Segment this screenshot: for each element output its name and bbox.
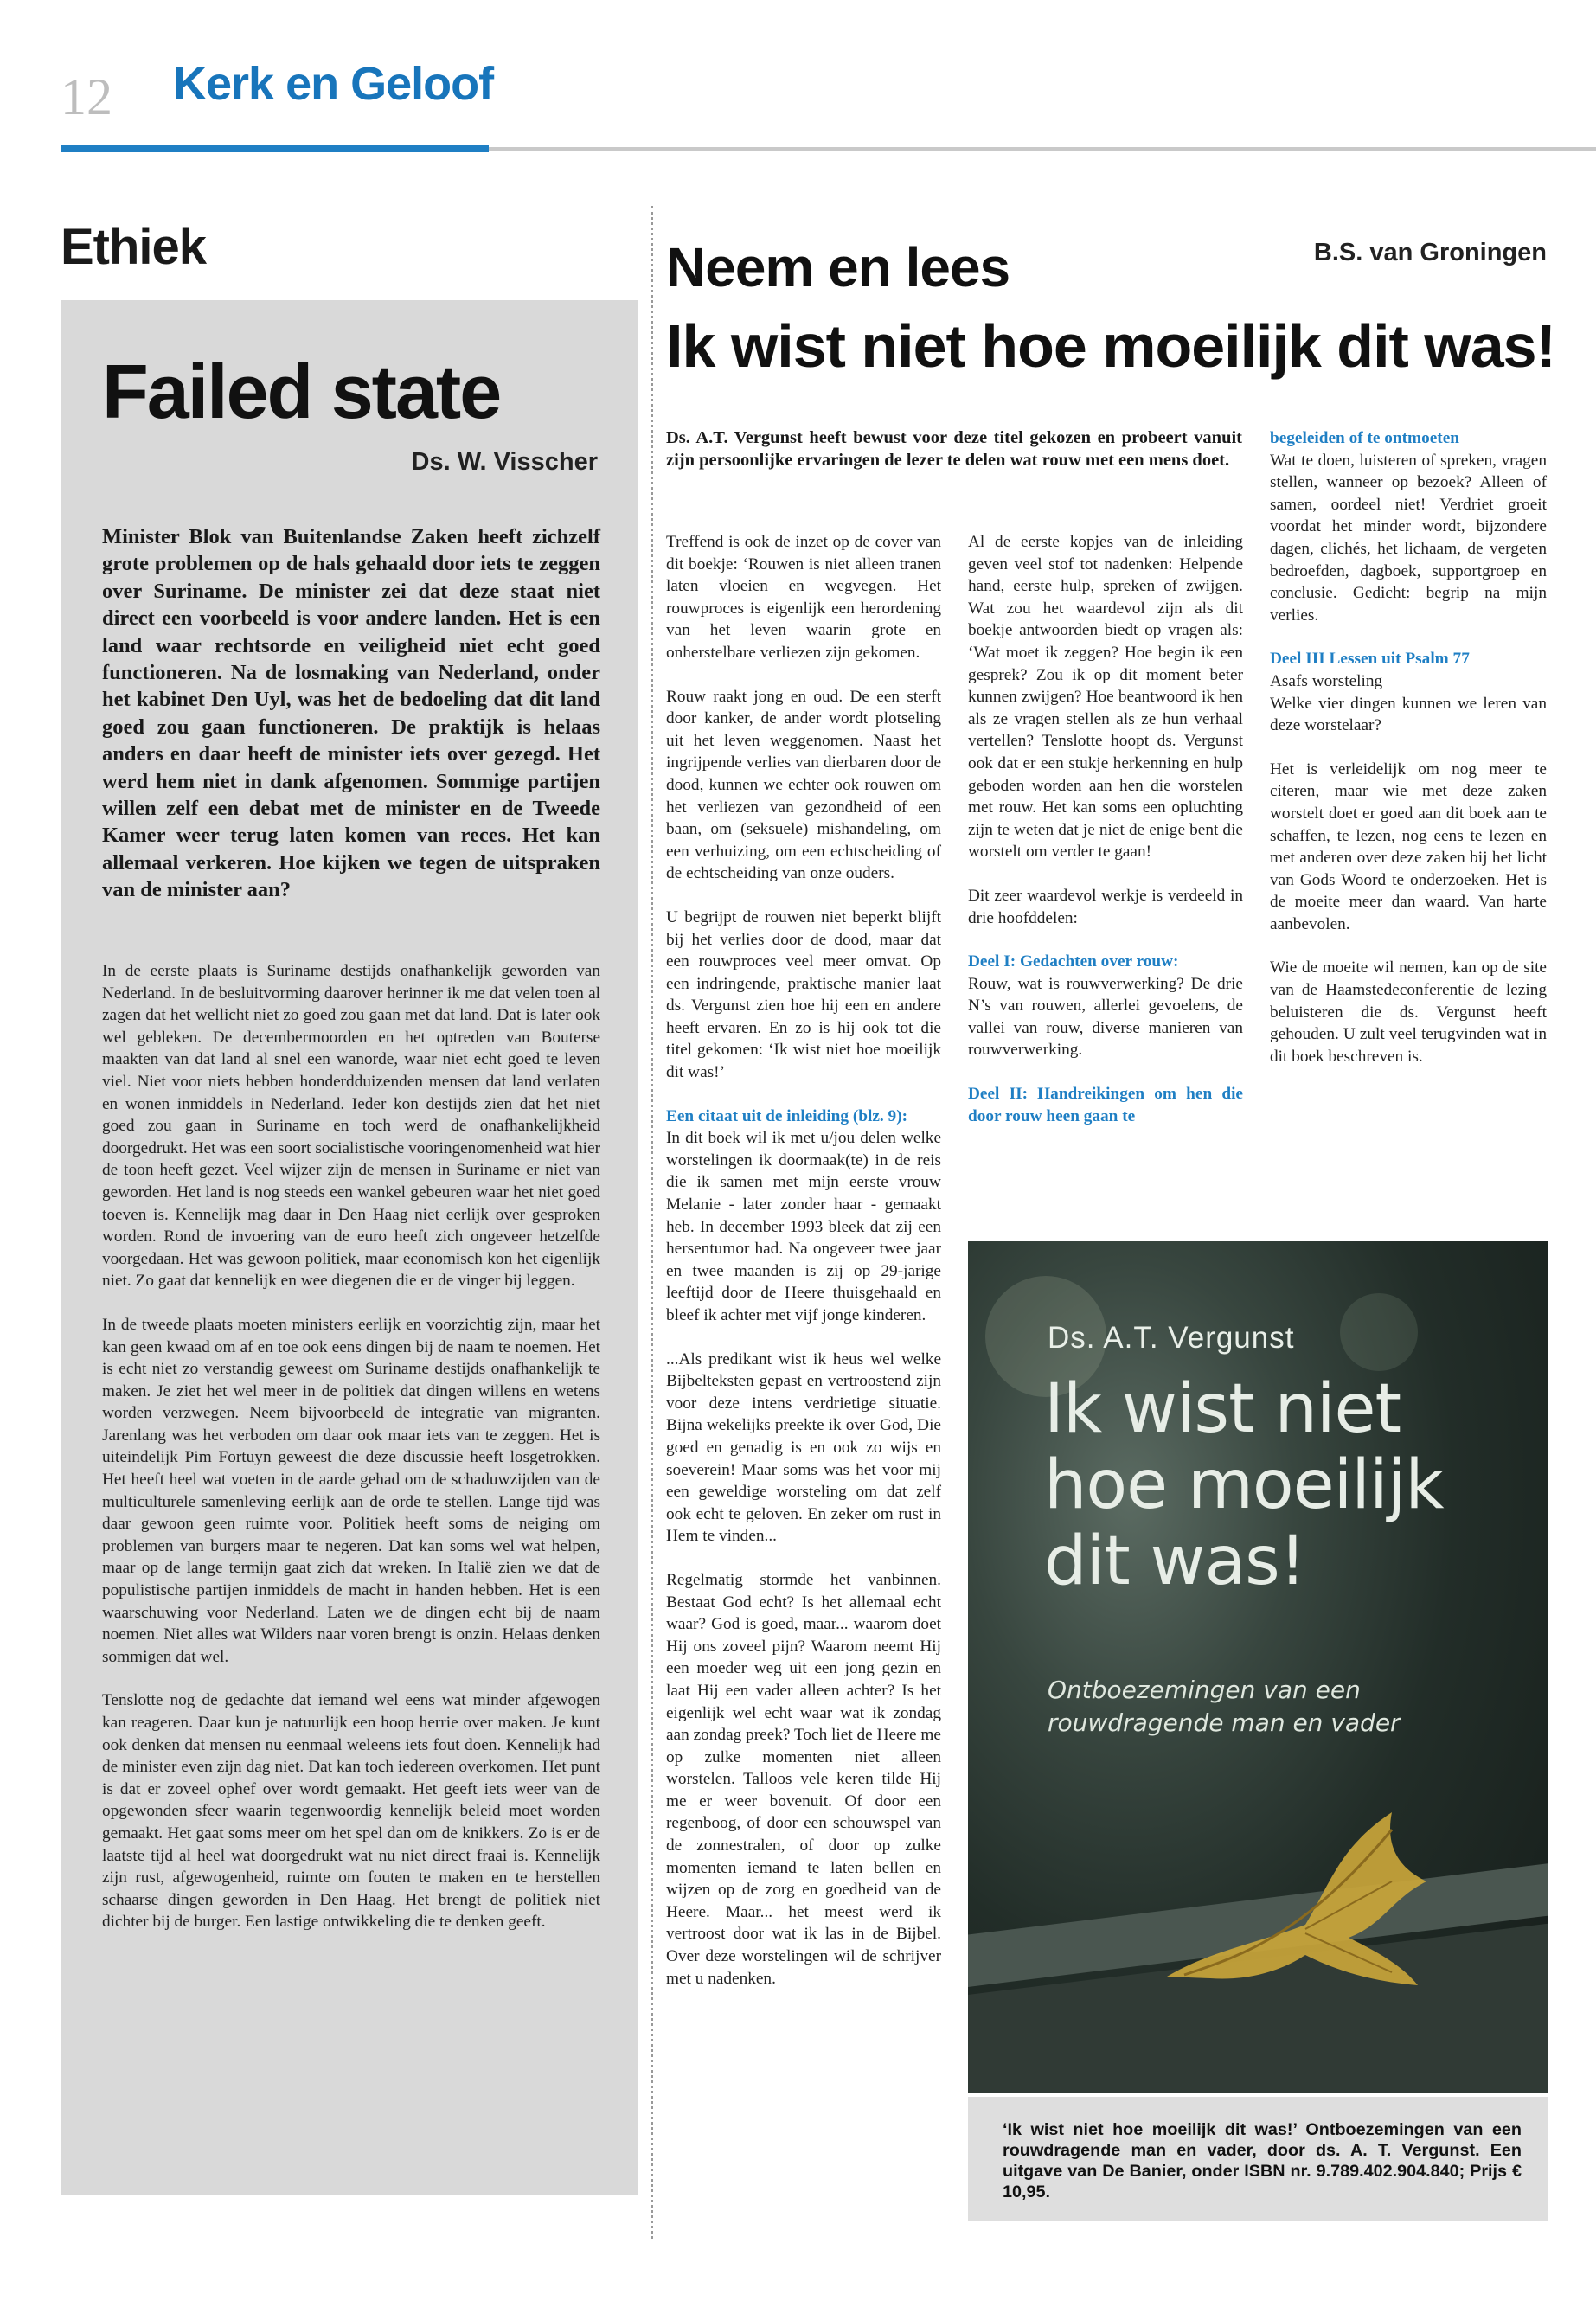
body-paragraph: Asafs worsteling	[1270, 671, 1383, 690]
body-paragraph: ...Als predikant wist ik heus wel welke Bijbelteksten gepast en vertroostend zijn voor deze intens verdrietige situatie. Bijna wekelijks preekte ik over God, Die goed en genadig is en ook zo wijs en soeverein! Maar soms was het voor mij een geweldige worsteling om dat zelf ook echt te geloven. En zeker om rust in Hem te vinden...	[666, 1349, 941, 1546]
review-headline: Ik wist niet hoe moeilijk dit was!	[666, 312, 1555, 380]
body-paragraph: U begrijpt de rouwen niet beperkt blijft bij het verlies door de dood, maar dat een rouwproces veel meer omvat. Op een indringende, praktische manier laat ds. Vergunst zien hoe hij een en andere heeft ervaren. En zo is hij ook tot die titel gekomen: ‘Ik wist niet hoe moeilijk dit was!’	[666, 907, 941, 1082]
review-author: B.S. van Groningen	[1313, 239, 1547, 266]
body-paragraph: In de eerste plaats is Suriname destijds onafhankelijk geworden van Nederland. In de besluitvorming daarover herinner ik me dat velen toen al zagen dat het wellicht niet zo goed zou gaan met dat land. Dat is later ook wel gebleken. De decembermoorden en het optreden van Bouterse maakten van dat land al snel een wanorde, waar niet echt goed te leven viel. Niet voor niets hebben honderdduizenden mensen dat land verlaten en wonen inmiddels in Nederland. Ieder kon destijds zien dat het niet goed zou gaan in Suriname en toch werd de onafhankelijkheid doorgedrukt. Het was een soort socialistische vooringenomenheid wat hier de toon heeft gezet. Veel wijzer zijn de mensen in Suriname er niet van geworden. Het land is nog steeds een wankel gebeuren waar het niet goed toeven is. Kennelijk mag daar in Den Haag niet eerlijk over gesproken worden. Rond de invoering van de euro heeft zich ongeveer hetzelfde voorgedaan. Het was gewoon politiek, maar economisch kon het eigenlijk niet. Zo gaat dat kennelijk en wee diegenen die er de vinger bij leggen.	[102, 962, 600, 1291]
page-number: 12	[61, 68, 112, 125]
review-column-3	[1270, 427, 1547, 1089]
review-column-2	[968, 531, 1243, 1127]
subheading: begeleiden of te ontmoeten	[1270, 429, 1460, 447]
body-paragraph: Het is verleidelijk om nog meer te citeren, maar wie met deze zaken worstelt doet er goed aan dit boek aan te schaffen, te lezen, nog eens te lezen en met anderen over deze zaken bij het licht van Gods Woord te onderzoeken. Het is de moeite meer dan waard. Van harte aanbevolen.	[1270, 760, 1547, 933]
review-intro: Ds. A.T. Vergunst heeft bewust voor deze titel gekozen en probeert vanuit zijn persoonlijke ervaringen de lezer te delen wat rouw met een mens doet.	[666, 428, 1242, 470]
subheading: Deel III Lessen uit Psalm 77	[1270, 650, 1470, 669]
header-rule	[489, 147, 1596, 151]
body-paragraph: Tenslotte nog de gedachte dat iemand wel eens wat minder afgewogen kan reageren. Daar kun je natuurlijk een hoop herrie over maken. Je kunt ook denken dat mensen nu eenmaal weleens iets fout doen. Kennelijk had de minister even zijn dag niet. Dat kan toch iedereen overkomen. Het punt is dat er zoveel ophef over wordt gemaakt. Het geeft iets weer van de opgewonden sfeer waarin tegenwoordig kennelijk beleid moet worden gemaakt. Het gaat soms meer om het spel dan om de knikkers. Zo is er de laatste tijd al heel wat doorgedrukt wat nu niet direct fraai is. Kennelijk zijn rust, afgewogenheid, ruimte om fouten te maken en te herstellen schaarse dingen geworden in Den Haag. Het brengt de politiek niet dichter bij de burger. Een lastige ontwikkeling die te denken geeft.	[102, 1691, 600, 1932]
body-paragraph: Welke vier dingen kunnen we leren van deze worstelaar?	[1270, 694, 1547, 735]
book-caption: ‘Ik wist niet hoe moeilijk dit was!’ Ontboezemingen van een rouwdragende man en vader, door ds. A. T. Vergunst. Een uitgave van De Banier, onder ISBN nr. 9.789.402.904.840; Prijs € 10,95.	[1003, 2120, 1522, 2202]
header-rule-accent	[61, 145, 489, 152]
autumn-leaf-icon	[1132, 1778, 1444, 2003]
body-paragraph: In de tweede plaats moeten ministers eerlijk en voorzichtig zijn, maar het kan geen kwaad om af en toe ook eens dingen bij de naam te noemen. Het is echt niet zo verstandig geweest om Suriname destijds onafhankelijk te maken. Je ziet het wel meer in de politiek dat dingen willens en wetens worden verzwegen. Neem bijvoorbeeld de integratie van migranten. Jarenlang was het verboden om daar ook maar iets van te zeggen. Het is uiteindelijk Pim Fortuyn geweest die deze discussie heeft losgetrokken. Het heeft heel wat voeten in de aarde gehad om de schaduwzijden van de multiculturele samenleving eerlijk aan de orde te stellen. Lange tijd was daar gewoon geen ruimte voor. Politiek heeft soms de neiging om problemen van burgers maar te negeren. Dat kan soms wel wat helpen, maar op de lange termijn gaat zich dat wreken. In Italië zien we dat de populistische partijen inmiddels de macht in handen hebben. Het is een waarschuwing voor Nederland. Laten we de dingen echt bij de naam noemen. Niet alles wat Wilders naar voren brengt is onzin. Helaas denken sommigen dat wel.	[102, 1315, 600, 1666]
body-paragraph: Rouw, wat is rouwverwerking? De drie N’s van rouwen, allerlei gevoelens, de vallei van rouw, diverse manieren van rouwverwerking.	[968, 974, 1243, 1060]
body-paragraph: Al de eerste kopjes van de inleiding geven veel stof tot nadenken: Helpende hand, eerste hulp, spreken of zwijgen. Wat zou het waardevol zijn als dit boekje antwoorden biedt op vragen als: ‘Wat moet ik zeggen? Hoe begin ik een gesprek? Zou ik op dit moment beter kunnen zwijgen? Hoe beantwoord ik hen als ze vragen stellen als ze hun verhaal vertellen? Tenslotte hoopt ds. Vergunst ook dat er een stukje herkenning en hulp geboden worden aan hen die worstelen met rouw. Het kan soms een opluchting zijn te weten dat je niet de enige bent die worstelt om verder te gaan!	[968, 533, 1243, 862]
body-paragraph: Wie de moeite wil nemen, kan op de site van de Haamstedeconferentie de lezing beluisteren die ds. Vergunst heeft gehouden. U zult veel terugvinden wat in dit boek beschreven is.	[1270, 958, 1547, 1066]
body-paragraph: Regelmatig stormde het vanbinnen. Bestaat God echt? Is het allemaal echt waar? God is goed, maar... waarom doet Hij ons zoveel pijn? Waarom neemt Hij een moeder weg uit een jong gezin en laat Hij een vader alleen achter? Is het eigenlijk wel echt waar wat ik zondag aan zondag preek? Toch liet de Heere me op zulke momenten niet alleen worstelen. Talloos vele keren tilde Hij me er weer bovenuit. Of door een regenboog, of door een schouwspel van de zonnestralen, of door op zulke momenten iemand te laten bellen en wijzen op de zorg en goedheid van de Heere. Maar... het meest werd ik vertroost door wat ik las in de Bijbel. Over deze worstelingen wil de schrijver met u nadenken.	[666, 1570, 941, 1988]
body-paragraph: Dit zeer waardevol werkje is verdeeld in drie hoofddelen:	[968, 886, 1243, 927]
column-divider	[651, 206, 653, 2239]
book-caption-box	[968, 2097, 1548, 2221]
cover-subtitle: Ontboezemingen van een rouwdragende man en vader	[1048, 1676, 1401, 1737]
body-paragraph: In dit boek wil ik met u/jou delen welke worstelingen ik doormaak(te) in de reis die ik samen met mijn eerste vrouw Melanie - later zonder haar - gemaakt heb. In december 1993 bleek dat zij een hersentumor had. Na ongeveer twee jaar en twee maanden is zij op 29-jarige leeftijd door de Heere thuisgehaald en bleef ik achter met vijf jonge kinderen.	[666, 1129, 941, 1324]
body-paragraph: Wat te doen, luisteren of spreken, vragen stellen, wanneer op bezoek? Alleen of samen, oordeel niet! Verdriet groeit voordat het minder wordt, bijzondere dagen, clichés, het lichaam, de vergeten bedroefden, dagboek, supportgroep en conclusie. Gedicht: begrip na mijn verlies.	[1270, 451, 1547, 625]
article-body	[102, 960, 600, 1955]
cover-title: Ik wist niet hoe moeilijk dit was!	[1044, 1370, 1444, 1600]
body-paragraph: Rouw raakt jong en oud. De een sterft door kanker, de ander wordt plotseling uit het leven weggenomen. Naast het ingrijpende verlies van dierbaren door de dood, kunnen we echter ook rouwen om het verliezen van gezondheid of een baan, om (seksuele) mishandeling, om een verhuizing, om een echtscheiding of de echtscheiding van onze ouders.	[666, 687, 941, 883]
section-title: Kerk en Geloof	[173, 58, 494, 110]
rubric-ethiek: Ethiek	[61, 219, 207, 275]
review-column-1	[666, 531, 941, 2011]
book-cover-image	[968, 1241, 1548, 2093]
body-paragraph: Treffend is ook de inzet op de cover van dit boekje: ‘Rouwen is niet alleen tranen laten vloeien en wegvegen. Het rouwproces is eigenlijk een herordening van het leven waarin grote en onherstelbare verliezen zijn gekomen.	[666, 533, 941, 662]
subheading: Deel II: Handreikingen om hen die door rouw heen gaan te	[968, 1085, 1243, 1125]
article-author: Ds. W. Visscher	[411, 448, 598, 476]
article-title: Failed state	[102, 349, 501, 434]
subheading: Deel I: Gedachten over rouw:	[968, 952, 1179, 971]
cover-bokeh	[1340, 1293, 1418, 1371]
rubric-neem-en-lees: Neem en lees	[666, 236, 1010, 298]
subheading: Een citaat uit de inleiding (blz. 9):	[666, 1106, 908, 1125]
article-lead: Minister Blok van Buitenlandse Zaken heeft zichzelf grote problemen op de hals gehaald door iets te zeggen over Suriname. De minister zei dat deze staat niet direct een voorbeeld is voor andere landen. Het is een land waar rechtsorde en veiligheid niet echt goed functioneren. Na de losmaking van Nederland, onder het kabinet Den Uyl, was het de bedoeling dat dit land goed zou gaan functioneren. De praktijk is helaas anders en daar heeft de minister iets over gezegd. Het werd hem niet in dank afgenomen. Sommige partijen willen zelf een debat met de minister en de Tweede Kamer weer terug laten komen van reces. Het kan allemaal verkeren. Hoe kijken we tegen de uitspraken van de minister aan?	[102, 525, 600, 902]
cover-author: Ds. A.T. Vergunst	[1048, 1321, 1295, 1355]
